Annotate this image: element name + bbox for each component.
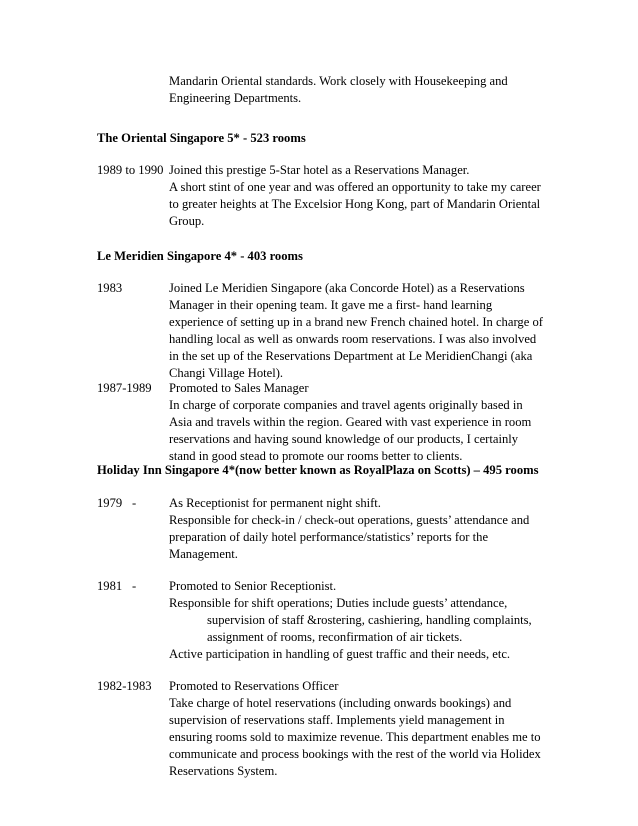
- section-heading-oriental: The Oriental Singapore 5* - 523 rooms: [97, 131, 306, 145]
- entry-line: Responsible for check-in / check-out operations, guests’ attendance and: [169, 513, 530, 527]
- entry-date: 1981: [97, 579, 123, 593]
- entry-line: ensuring rooms sold to maximize revenue. This department enables me to: [169, 730, 541, 744]
- entry-date: 1979: [97, 496, 123, 510]
- entry-line: Joined this prestige 5-Star hotel as a Reservations Manager.: [169, 163, 470, 177]
- entry-line: Asia and travels within the region. Geared with vast experience in room: [169, 415, 532, 429]
- section-heading-holiday-inn: Holiday Inn Singapore 4*(now better known as RoyalPlaza on Scotts) – 495 rooms: [97, 463, 539, 477]
- entry-line: Management.: [169, 547, 238, 561]
- entry-dash: -: [132, 496, 137, 510]
- entry-line: experience of setting up in a brand new French chained hotel. In charge of: [169, 315, 543, 329]
- entry-line: Promoted to Reservations Officer: [169, 679, 339, 693]
- entry-line: Active participation in handling of guest traffic and their needs, etc.: [169, 647, 511, 661]
- intro-line: Engineering Departments.: [169, 91, 302, 105]
- entry-line: In charge of corporate companies and travel agents originally based in: [169, 398, 523, 412]
- entry-line: Joined Le Meridien Singapore (aka Concorde Hotel) as a Reservations: [169, 281, 525, 295]
- entry-indented-line: supervision of staff &rostering, cashiering, handling complaints,: [207, 613, 532, 627]
- entry-date: 1983: [97, 281, 123, 295]
- entry-line: handling local as well as onwards room reservations. I was also involved: [169, 332, 537, 346]
- entry-line: Group.: [169, 214, 205, 228]
- section-heading-meridien: Le Meridien Singapore 4* - 403 rooms: [97, 249, 303, 263]
- entry-line: Promoted to Sales Manager: [169, 381, 309, 395]
- entry-line: Take charge of hotel reservations (including onwards bookings) and: [169, 696, 512, 710]
- entry-line: communicate and process bookings with the rest of the world via Holidex: [169, 747, 541, 761]
- entry-line: A short stint of one year and was offered an opportunity to take my career: [169, 180, 541, 194]
- entry-line: reservations and having sound knowledge of our products, I certainly: [169, 432, 519, 446]
- entry-line: As Receptionist for permanent night shift.: [169, 496, 381, 510]
- entry-line: to greater heights at The Excelsior Hong Kong, part of Mandarin Oriental: [169, 197, 541, 211]
- entry-line: Promoted to Senior Receptionist.: [169, 579, 337, 593]
- entry-line: in the set up of the Reservations Department at Le MeridienChangi (aka: [169, 349, 533, 363]
- entry-line: preparation of daily hotel performance/statistics’ reports for the: [169, 530, 489, 544]
- entry-date: 1987-1989: [97, 381, 152, 395]
- entry-date: 1989 to 1990: [97, 163, 164, 177]
- entry-date: 1982-1983: [97, 679, 152, 693]
- entry-line: Manager in their opening team. It gave me a first- hand learning: [169, 298, 493, 312]
- entry-line: Responsible for shift operations; Duties include guests’ attendance,: [169, 596, 508, 610]
- entry-dash: -: [132, 579, 137, 593]
- entry-indented-line: assignment of rooms, reconfirmation of air tickets.: [207, 630, 463, 644]
- intro-line: Mandarin Oriental standards. Work closely with Housekeeping and: [169, 74, 508, 88]
- entry-line: stand in good stead to promote our rooms better to clients.: [169, 449, 463, 463]
- entry-line: Reservations System.: [169, 764, 278, 778]
- entry-line: Changi Village Hotel).: [169, 366, 284, 380]
- entry-line: supervision of reservations staff. Implements yield management in: [169, 713, 505, 727]
